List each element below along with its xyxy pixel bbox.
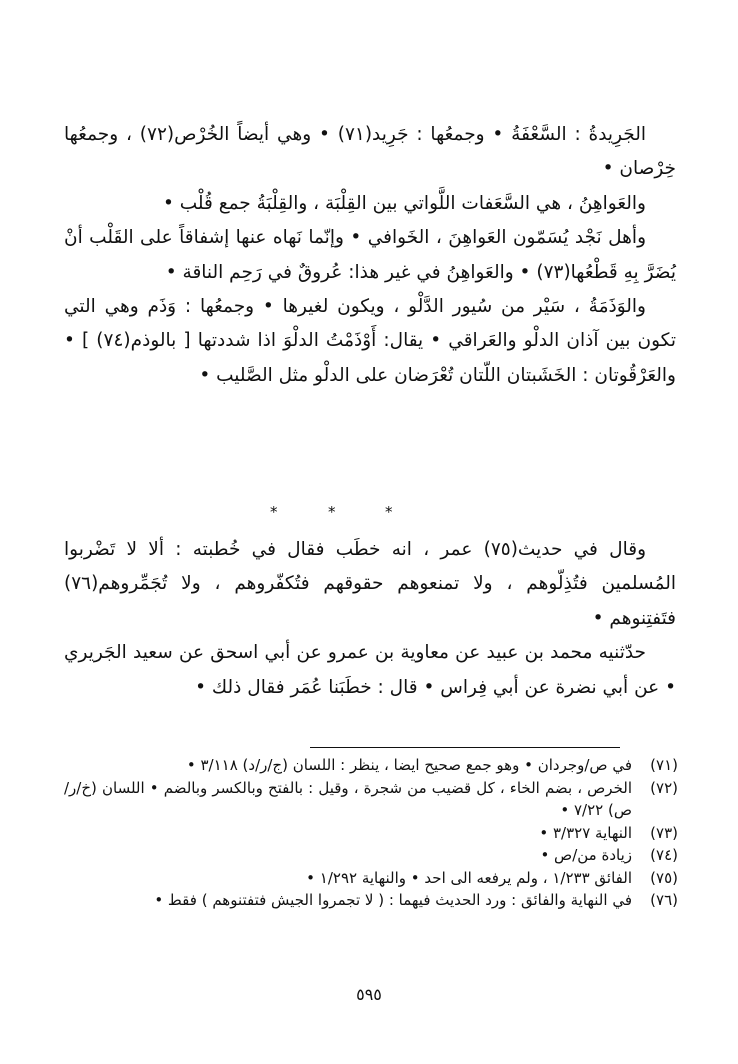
footnote (64, 889, 678, 912)
footnote-text: النهاية ٣/٣٢٧ • (539, 823, 632, 842)
separator-star: * (385, 503, 393, 521)
paragraph-jarida: الجَرِيدةُ : السَّعْفَةُ • وجمعُها : جَرِيد(٧١) • وهي أيضاً الخُرْص(٧٢) ، وجمعُها خِرْصان • (64, 124, 676, 180)
footnote-number: (٧١) (650, 756, 678, 774)
footnote-text: الفائق ١/٢٣٣ ، ولم يرفعه الى احد • والنهاية ١/٢٩٢ • (306, 868, 632, 887)
footnote-number: (٧٣) (650, 823, 678, 842)
footnote (64, 867, 678, 890)
footnote-divider (310, 747, 620, 748)
paragraph-umar-hadith: وقال في حديث(٧٥) عمر ، انه خطَب فقال في خُطبته : ألا لا تَضْربوا المُسلمين فتُذِلّوهم ، ولا تمنعوهم حقوقهم فتُكفّروهم ، ولا تُجَمِّروهم(٧٦) فتَفتِنوهم • (64, 539, 676, 629)
footnote-number: (٧٦) (650, 891, 678, 909)
paragraph-najd: وأهل نَجْد يُسَمّون العَواهِنَ ، الخَوافي • وإنّما نَهاه عنها إشفاقاً على القَلْب أنْ يُضَرَّ بِهِ قَطْعُها(٧٣) • والعَواهِنُ في غير هذا: عُروقٌ في رَحِم الناقة • (64, 227, 676, 283)
separator-star: * (270, 503, 278, 521)
footnote-text: في النهاية والفائق : ورد الحديث فيهما : ( لا تجمروا الجيش فتفتنوهم ) فقط • (154, 891, 632, 909)
footnote (64, 822, 678, 845)
footnote (64, 754, 678, 777)
footnote-number: (٧٥) (650, 868, 678, 887)
separator-star: * (328, 503, 336, 521)
footnote (64, 777, 678, 822)
footnote-text: زيادة من/ص • (540, 846, 632, 864)
footnote-number: (٧٤) (650, 846, 678, 864)
main-text-block-2 (64, 533, 676, 705)
page-number: ٥٩٥ (356, 985, 382, 1004)
paragraph-awahin: والعَواهِنُ ، هي السَّعَفات اللَّواتي بين القِلْبَة ، والقِلْبَةُ جمع قُلْب • (162, 192, 646, 214)
paragraph-wadhama: والوَذَمَةُ ، سَيْر من سُيور الدَّلْو ، ويكون لغيرها • وجمعُها : وَذَم وهي التي تكون بين آذان الدلْو والعَراقي • يقال: أَوْذَمْتُ الدلْوَ اذا شددتها [ بالوذم(٧٤) ] • والعَرْقُوتان : الخَشَبتان اللّتان تُعْرَضان على الدلْو مثل الصَّليب • (64, 296, 677, 386)
main-text-block (64, 118, 676, 393)
footnote (64, 844, 678, 867)
footnote-text: الخرص ، بضم الخاء ، كل قضيب من شجرة ، وقيل : بالفتح وبالكسر وبالضم • اللسان (خ/ر/ص) ٧/٢٢ • (64, 778, 632, 819)
paragraph-isnad: حدّثنيه محمد بن عبيد عن معاوية بن عمرو عن أبي اسحق عن سعيد الجَريري • عن أبي نضرة عن أبي فِراس • قال : خطَبَنا عُمَر فقال ذلك • (64, 642, 676, 698)
footnote-number: (٧٢) (650, 778, 678, 797)
footnotes (64, 754, 678, 912)
footnote-text: في ص/وجردان • وهو جمع صحيح ايضا ، ينظر : اللسان (ج/ر/د) ٣/١١٨ • (186, 756, 632, 774)
